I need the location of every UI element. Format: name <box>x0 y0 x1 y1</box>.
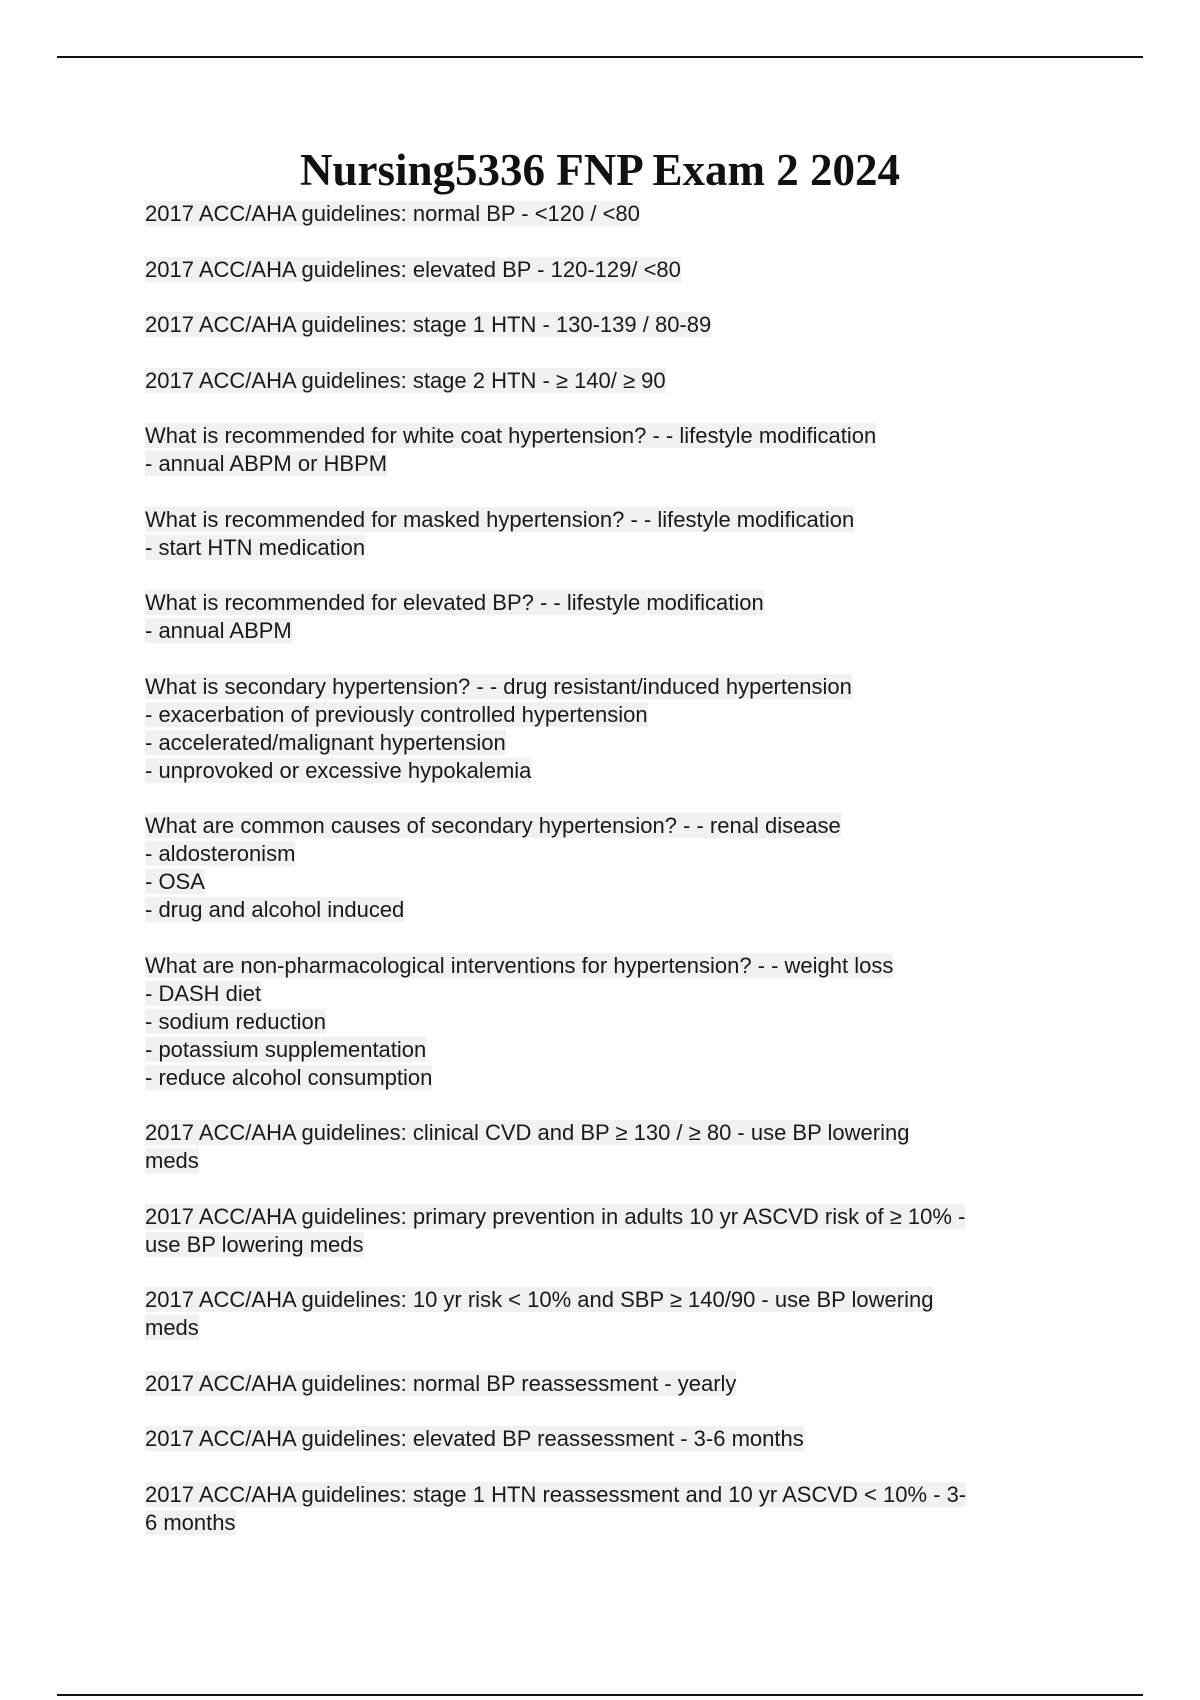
flashcard-entry <box>145 506 1060 562</box>
entry-question-line <box>145 1481 1060 1509</box>
entry-answer-line <box>145 868 1060 896</box>
flashcard-entry <box>145 812 1060 924</box>
entry-text: 2017 ACC/AHA guidelines: normal BP reassessment - yearly <box>145 1370 737 1396</box>
entry-question-line <box>145 422 1060 450</box>
entry-question-line <box>145 1370 1060 1398</box>
flashcard-entry <box>145 952 1060 1092</box>
flashcard-entry <box>145 1370 1060 1398</box>
flashcard-entry <box>145 422 1060 478</box>
entry-answer-line <box>145 1509 1060 1537</box>
bottom-divider <box>57 1694 1143 1696</box>
entry-text: - unprovoked or excessive hypokalemia <box>145 757 532 783</box>
entry-text: What is recommended for elevated BP? - - lifestyle modification <box>145 590 764 615</box>
entry-text: What is recommended for masked hypertension? - - lifestyle modification <box>145 506 855 532</box>
flashcard-entry <box>145 311 1060 339</box>
flashcard-entry <box>145 1119 1060 1175</box>
entry-answer-line <box>145 757 1060 785</box>
entry-answer-line <box>145 896 1060 924</box>
entry-text: 2017 ACC/AHA guidelines: stage 2 HTN - ≥ 140/ ≥ 90 <box>145 367 666 393</box>
entry-question-line <box>145 506 1060 534</box>
flashcard-entry <box>145 200 1060 228</box>
top-divider <box>57 56 1143 58</box>
flashcard-entry <box>145 1425 1060 1453</box>
entry-question-line <box>145 200 1060 228</box>
entry-question-line <box>145 673 1060 701</box>
flashcard-entry <box>145 1481 1060 1537</box>
entry-question-line <box>145 589 1060 617</box>
flashcard-entry <box>145 589 1060 645</box>
entry-text: 2017 ACC/AHA guidelines: stage 1 HTN - 130-139 / 80-89 <box>145 312 712 337</box>
entry-text: 2017 ACC/AHA guidelines: primary prevention in adults 10 yr ASCVD risk of ≥ 10% - <box>145 1203 966 1229</box>
entry-text: use BP lowering meds <box>145 1231 364 1257</box>
entry-text: 2017 ACC/AHA guidelines: elevated BP reassessment - 3-6 months <box>145 1426 804 1451</box>
entry-answer-line <box>145 1147 1060 1175</box>
entry-question-line <box>145 952 1060 980</box>
entry-question-line <box>145 1286 1060 1314</box>
entry-answer-line <box>145 450 1060 478</box>
entry-text: What is secondary hypertension? - - drug resistant/induced hypertension <box>145 673 852 699</box>
entry-text: - start HTN medication <box>145 534 366 560</box>
entry-text: - DASH diet <box>145 980 262 1006</box>
flashcard-list <box>145 200 1060 1564</box>
entry-question-line <box>145 256 1060 284</box>
entry-text: 2017 ACC/AHA guidelines: 10 yr risk < 10% and SBP ≥ 140/90 - use BP lowering <box>145 1287 934 1312</box>
entry-answer-line <box>145 617 1060 645</box>
entry-answer-line <box>145 1314 1060 1342</box>
entry-text: What are common causes of secondary hypertension? - - renal disease <box>145 813 841 838</box>
entry-answer-line <box>145 729 1060 757</box>
document-title: Nursing5336 FNP Exam 2 2024 <box>299 145 901 195</box>
entry-text: - accelerated/malignant hypertension <box>145 729 506 755</box>
entry-answer-line <box>145 534 1060 562</box>
entry-text: 2017 ACC/AHA guidelines: normal BP - <120 / <80 <box>145 201 640 226</box>
entry-question-line <box>145 1425 1060 1453</box>
entry-answer-line <box>145 1036 1060 1064</box>
entry-text: What are non-pharmacological interventions for hypertension? - - weight loss <box>145 952 894 978</box>
entry-answer-line <box>145 1008 1060 1036</box>
entry-question-line <box>145 1203 1060 1231</box>
entry-text: 2017 ACC/AHA guidelines: stage 1 HTN reassessment and 10 yr ASCVD < 10% - 3- <box>145 1481 967 1507</box>
entry-text: - sodium reduction <box>145 1008 326 1034</box>
entry-answer-line <box>145 840 1060 868</box>
entry-text: 6 months <box>145 1509 236 1535</box>
entry-text: - aldosteronism <box>145 841 296 866</box>
entry-text: 2017 ACC/AHA guidelines: clinical CVD and BP ≥ 130 / ≥ 80 - use BP lowering <box>145 1120 910 1145</box>
entry-text: - annual ABPM <box>145 618 292 643</box>
flashcard-entry <box>145 1286 1060 1342</box>
entry-text: 2017 ACC/AHA guidelines: elevated BP - 120-129/ <80 <box>145 256 681 282</box>
entry-question-line <box>145 812 1060 840</box>
entry-text: - annual ABPM or HBPM <box>145 451 388 476</box>
entry-text: - reduce alcohol consumption <box>145 1064 433 1090</box>
entry-question-line <box>145 311 1060 339</box>
flashcard-entry <box>145 367 1060 395</box>
entry-text: - potassium supplementation <box>145 1036 427 1062</box>
entry-answer-line <box>145 1064 1060 1092</box>
entry-text: - exacerbation of previously controlled hypertension <box>145 701 648 727</box>
flashcard-entry <box>145 256 1060 284</box>
flashcard-entry <box>145 1203 1060 1259</box>
entry-text: meds <box>145 1148 199 1173</box>
entry-text: - drug and alcohol induced <box>145 897 405 922</box>
flashcard-entry <box>145 673 1060 785</box>
entry-text: meds <box>145 1315 199 1340</box>
entry-text: What is recommended for white coat hypertension? - - lifestyle modification <box>145 423 877 448</box>
entry-answer-line <box>145 701 1060 729</box>
entry-text: - OSA <box>145 869 205 894</box>
entry-question-line <box>145 367 1060 395</box>
entry-answer-line <box>145 1231 1060 1259</box>
entry-question-line <box>145 1119 1060 1147</box>
entry-answer-line <box>145 980 1060 1008</box>
